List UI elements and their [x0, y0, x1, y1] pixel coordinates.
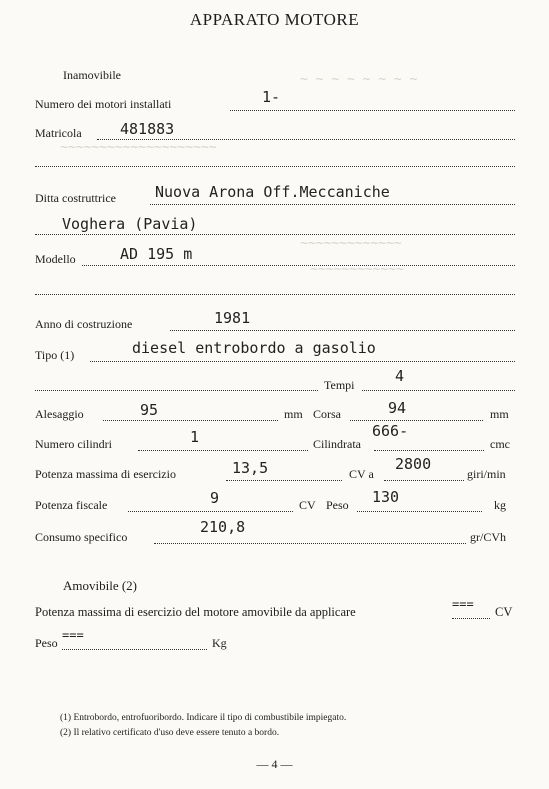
potenza-fiscale-value[interactable]: 9: [210, 489, 220, 507]
tipo-label: Tipo (1): [35, 348, 75, 362]
fill-line: [90, 361, 515, 362]
fill-line: [384, 480, 464, 481]
peso-amovibile-label: Peso: [35, 636, 58, 650]
ditta-label: Ditta costruttrice: [35, 191, 116, 205]
show-through-text: ~~~~~~~~~~~~: [310, 262, 404, 277]
show-through-text: ~~~~~~~~~~~~~: [300, 236, 402, 251]
consumo-unit: gr/CVh: [470, 530, 506, 544]
fill-line: [35, 390, 318, 391]
peso-amovibile-unit: Kg: [212, 636, 227, 650]
peso-value[interactable]: 130: [372, 488, 400, 506]
anno-label: Anno di costruzione: [35, 317, 133, 331]
cilindri-value[interactable]: 1: [190, 428, 200, 446]
consumo-label: Consumo specifico: [35, 530, 128, 544]
show-through-text: ~ ~ ~ ~ ~ ~ ~ ~: [300, 72, 418, 87]
fill-line: [82, 265, 515, 266]
fill-line: [226, 480, 342, 481]
corsa-unit: mm: [490, 407, 509, 421]
peso-label: Peso: [326, 498, 349, 512]
cilindrata-value[interactable]: 666-: [372, 422, 409, 440]
fill-line: [362, 390, 515, 391]
fill-line: [62, 649, 207, 650]
fill-line: [374, 450, 484, 451]
numero-motori-value[interactable]: 1-: [262, 88, 281, 106]
tipo-value[interactable]: diesel entrobordo a gasolio: [132, 339, 376, 357]
fill-line: [452, 618, 490, 619]
tempi-label: Tempi: [324, 378, 355, 392]
page-number: — 4 —: [256, 757, 293, 771]
fill-line: [103, 420, 278, 421]
potenza-amovibile-value[interactable]: ===: [452, 597, 474, 611]
cilindrata-unit: cmc: [490, 437, 510, 451]
potenza-max-cv-value[interactable]: 13,5: [232, 459, 269, 477]
fill-line: [35, 234, 515, 235]
potenza-fiscale-cv-label: CV: [299, 498, 316, 512]
fill-line: [357, 511, 482, 512]
potenza-amovibile-unit: CV: [495, 605, 513, 619]
peso-amovibile-value[interactable]: ===: [62, 628, 84, 642]
potenza-fiscale-label: Potenza fiscale: [35, 498, 108, 512]
ditta-value-line2[interactable]: Voghera (Pavia): [62, 215, 198, 233]
show-through-text: ~~~~~~~~~~~~~~~~~~~~: [60, 140, 217, 155]
cilindrata-label: Cilindrata: [313, 437, 361, 451]
corsa-label: Corsa: [313, 407, 341, 421]
cilindri-label: Numero cilindri: [35, 437, 112, 451]
potenza-amovibile-label: Potenza massima di esercizio del motore amovibile da applicare: [35, 605, 356, 619]
fill-line: [97, 139, 515, 140]
alesaggio-label: Alesaggio: [35, 407, 84, 421]
fill-line: [170, 330, 515, 331]
section-amovibile: Amovibile (2): [63, 578, 138, 593]
peso-unit: kg: [494, 498, 506, 512]
potenza-max-giri-unit: giri/min: [467, 467, 506, 481]
fill-line: [128, 511, 293, 512]
modello-value[interactable]: AD 195 m: [120, 245, 193, 263]
corsa-value[interactable]: 94: [388, 399, 407, 417]
potenza-max-giri-value[interactable]: 2800: [395, 455, 432, 473]
fill-line: [138, 450, 308, 451]
ditta-value-line1[interactable]: Nuova Arona Off.Meccaniche: [155, 183, 390, 201]
consumo-value[interactable]: 210,8: [200, 518, 246, 536]
fill-line: [35, 294, 515, 295]
page-title: APPARATO MOTORE: [189, 10, 360, 29]
section-inamovibile: Inamovibile: [63, 68, 121, 82]
fill-line: [154, 543, 466, 544]
matricola-label: Matricola: [35, 126, 82, 140]
fill-line: [230, 110, 515, 111]
potenza-max-cv-label: CV a: [349, 467, 374, 481]
fill-line: [350, 420, 483, 421]
alesaggio-value[interactable]: 95: [140, 401, 159, 419]
footnote-2: (2) Il relativo certificato d'uso deve essere tenuto a bordo.: [60, 728, 280, 738]
alesaggio-unit: mm: [284, 407, 303, 421]
numero-motori-label: Numero dei motori installati: [35, 97, 172, 111]
tempi-value[interactable]: 4: [395, 367, 405, 385]
footnote-1: (1) Entrobordo, entrofuoribordo. Indicare il tipo di combustibile impiegato.: [60, 713, 347, 723]
anno-value[interactable]: 1981: [214, 309, 251, 327]
fill-line: [150, 204, 515, 205]
fill-line: [35, 166, 515, 167]
matricola-value[interactable]: 481883: [120, 120, 175, 138]
potenza-max-label: Potenza massima di esercizio: [35, 467, 176, 481]
modello-label: Modello: [35, 252, 76, 266]
